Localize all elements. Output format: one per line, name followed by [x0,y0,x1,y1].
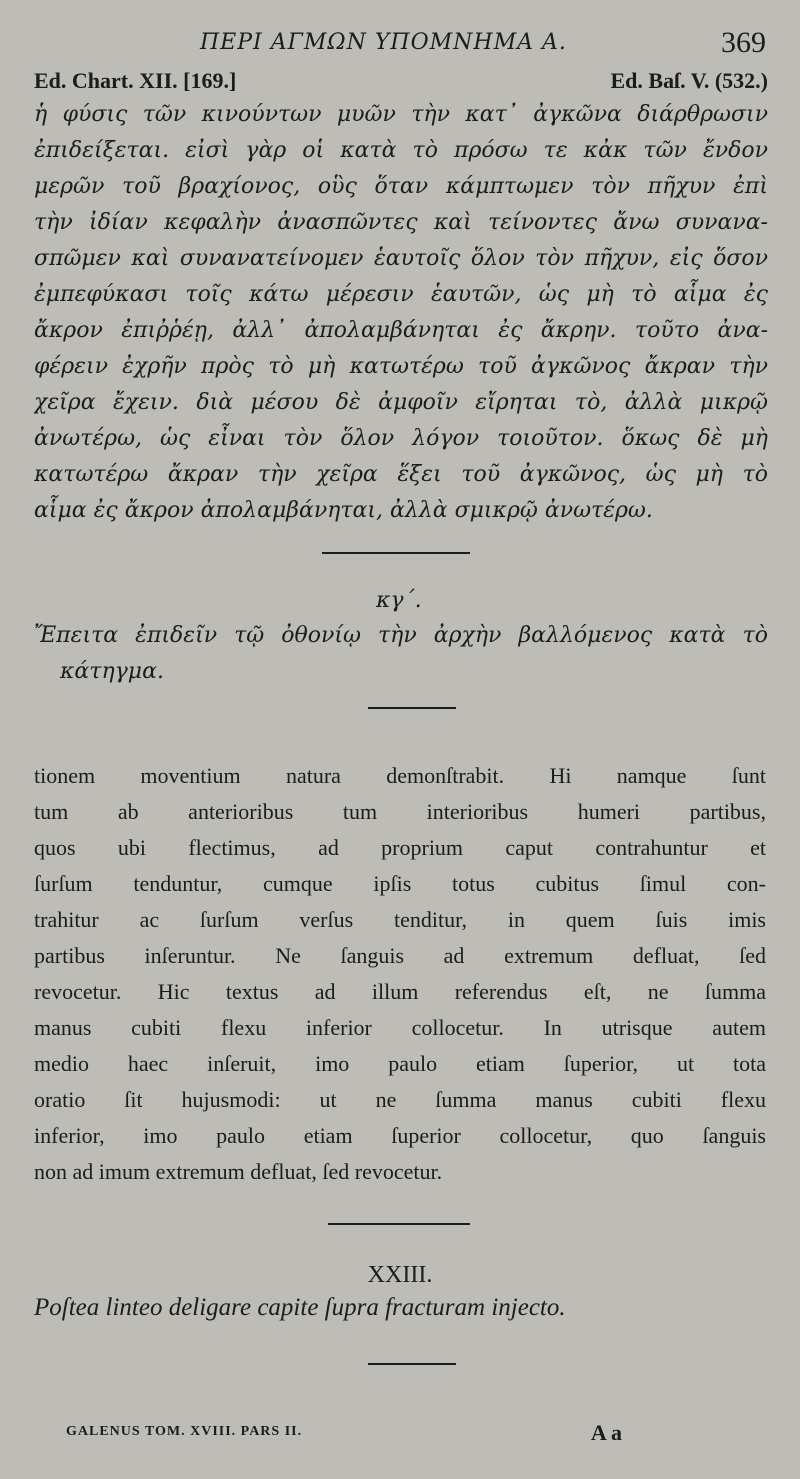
latin-line: inferior, imo paulo etiam ſuperior collocetur, quo ſanguis [34,1123,766,1148]
greek-lemma-line: Ἔπειτα ἐπιδεῖν τῷ ὀθονίῳ τὴν ἀρχὴν βαλλόμενος κατὰ τὸ [34,623,768,648]
running-head [0,26,800,66]
divider-rule [322,552,470,554]
latin-lemma: Poſtea linteo deligare capite ſupra fracturam injecto. [34,1294,566,1321]
page-footer [66,1420,622,1450]
greek-line: κατωτέρω ἄκραν τὴν χεῖρα ἕξει τοῦ ἀγκῶνος, ὡς μὴ τὸ [34,462,768,487]
edition-basel: Ed. Baſ. V. (532.) [610,68,768,93]
greek-section-number: κγ΄. [376,588,422,613]
printer-signature: GALENUS TOM. XVIII. PARS II. [66,1424,303,1439]
latin-line: tionem moventium natura demonſtrabit. Hi namque ſunt [34,763,766,788]
greek-line: ἐπιδείξεται. εἰσὶ γὰρ οἱ κατὰ τὸ πρόσω τε κἀκ τῶν ἔνδον [34,138,768,163]
latin-line: non ad imum extremum defluat, ſed revocetur. [34,1159,443,1184]
edition-chartier: Ed. Chart. XII. [169.] [34,68,237,93]
latin-line: medio haec inſeruit, imo paulo etiam ſuperior, ut tota [34,1051,766,1076]
greek-line: φέρειν ἐχρῆν πρὸς τὸ μὴ κατωτέρω τοῦ ἀγκῶνος ἄκραν τὴν [34,354,768,379]
divider-rule [368,707,456,709]
gathering-mark: A a [590,1420,622,1445]
greek-line: χεῖρα ἔχειν. διὰ μέσου δὲ ἀμφοῖν εἴρηται τὸ, ἀλλὰ μικρῷ [34,390,768,415]
latin-line: quos ubi flectimus, ad proprium caput contrahuntur et [34,835,766,860]
latin-line: partibus inſeruntur. Ne ſanguis ad extremum defluat, ſed [34,943,766,968]
latin-line: manus cubiti flexu inferior collocetur. In utrisque autem [34,1015,766,1040]
latin-line: oratio ſit hujusmodi: ut ne ſumma manus cubiti flexu [34,1087,766,1112]
greek-lemma [34,618,768,690]
divider-rule [328,1223,470,1225]
greek-commentary [34,97,768,529]
latin-commentary [34,758,766,1190]
greek-line: μερῶν τοῦ βραχίονος, οὓς ὅταν κάμπτωμεν τὸν πῆχυν ἐπὶ [34,174,768,199]
greek-line: αἷμα ἐς ἄκρον ἀπολαμβάνηται, ἀλλὰ σμικρῷ ἀνωτέρω. [34,498,653,523]
latin-line: ſurſum tenduntur, cumque ipſis totus cubitus ſimul con- [34,871,766,896]
latin-line: trahitur ac ſurſum verſus tenditur, in quem ſuis imis [34,907,766,932]
running-title: ΠΕΡΙ ΑΓΜΩΝ ΥΠΟΜΝΗΜΑ Α. [200,30,567,55]
latin-line: revocetur. Hic textus ad illum referendus eſt, ne ſumma [34,979,766,1004]
greek-line: τὴν ἰδίαν κεφαλὴν ἀνασπῶντες καὶ τείνοντες ἄνω συνανα- [34,210,768,235]
page-number: 369 [721,26,766,59]
greek-lemma-line: κάτηγμα. [60,659,164,684]
greek-line: ἄκρον ἐπιῤῥέῃ, ἀλλ᾽ ἀπολαμβάνηται ἐς ἄκρην. τοῦτο ἀνα- [34,318,768,343]
latin-line: tum ab anterioribus tum interioribus humeri partibus, [34,799,766,824]
latin-section-number: XXIII. [367,1262,433,1288]
greek-line: ἀνωτέρω, ὡς εἶναι τὸν ὅλον λόγον τοιοῦτον. ὅκως δὲ μὴ [34,426,768,451]
greek-line: σπῶμεν καὶ συνανατείνομεν ἑαυτοῖς ὅλον τὸν πῆχυν, εἰς ὅσον [34,246,768,271]
edition-references [34,68,768,98]
greek-line: ἐμπεφύκασι τοῖς κάτω μέρεσιν ἑαυτῶν, ὡς μὴ τὸ αἷμα ἐς [34,282,768,307]
greek-line: ἡ φύσις τῶν κινούντων μυῶν τὴν κατ᾽ ἀγκῶνα διάρθρωσιν [34,102,768,127]
divider-rule [368,1363,456,1365]
